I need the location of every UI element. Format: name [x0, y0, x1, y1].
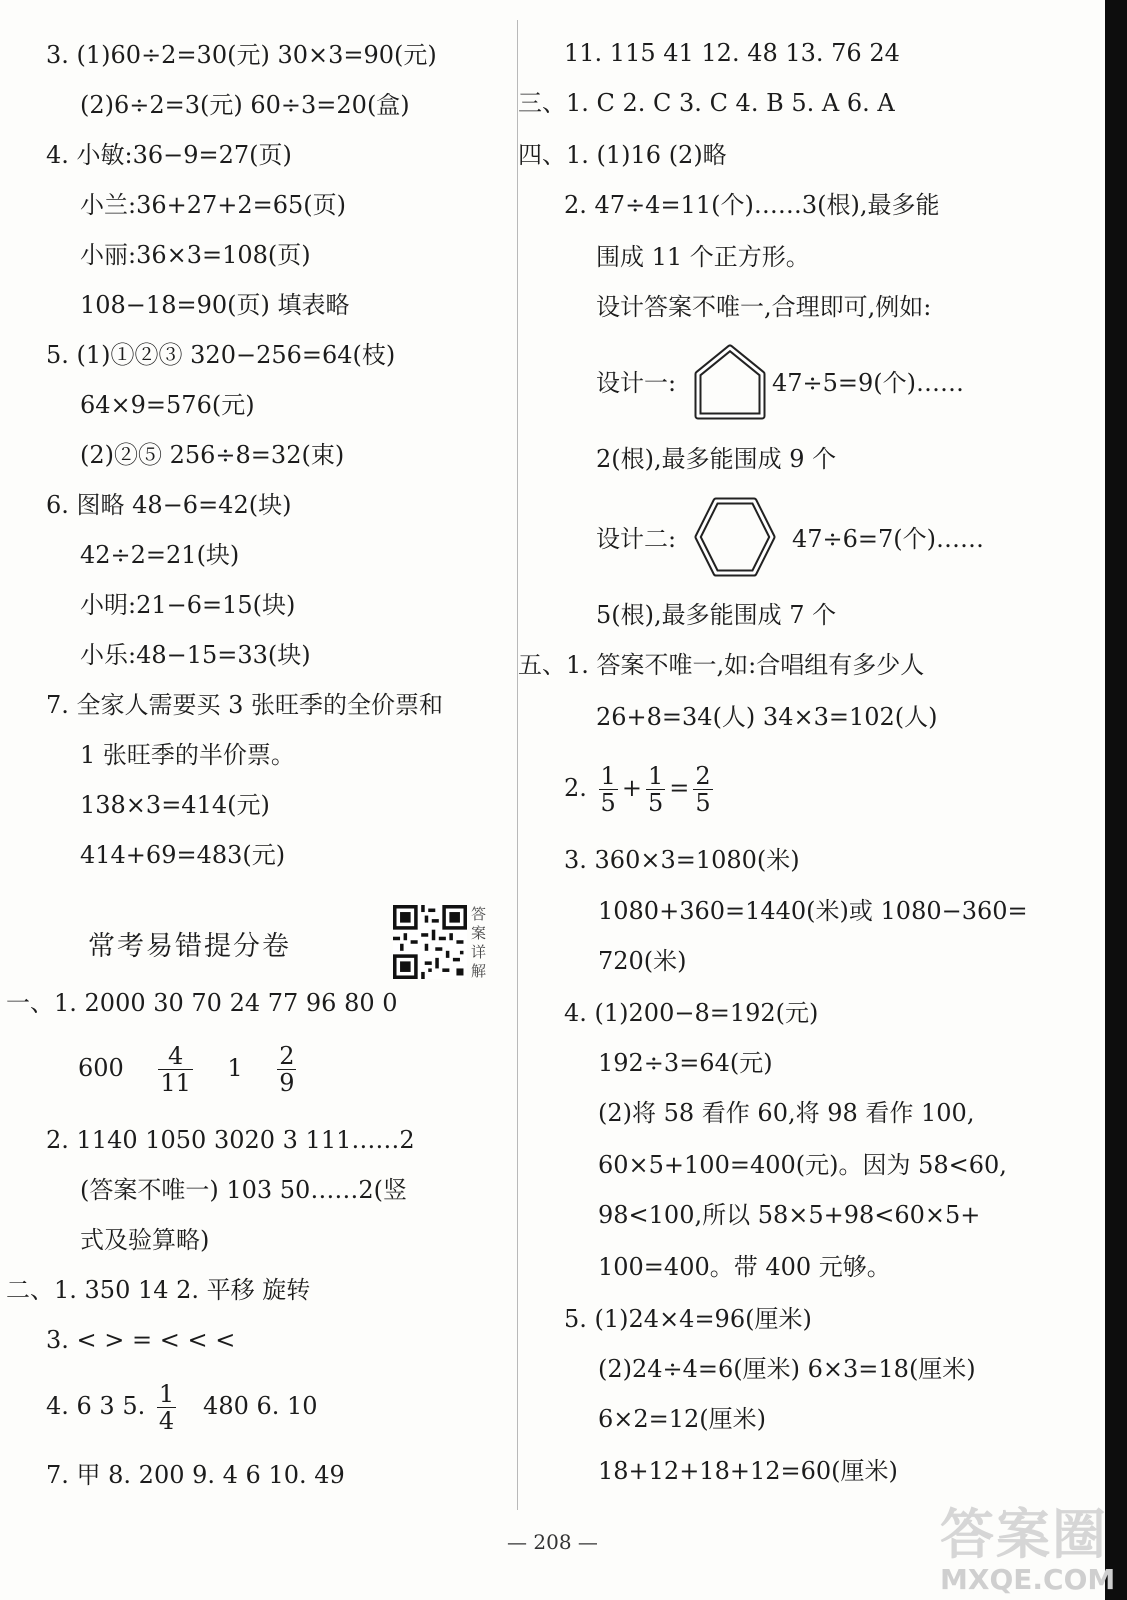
- answer-value: 1: [227, 1054, 243, 1082]
- numerator: 1: [600, 762, 616, 790]
- answer-value: 480 6. 10: [203, 1392, 318, 1420]
- answer-line: 138×3=414(元): [80, 791, 270, 819]
- answer-line: 11. 115 41 12. 48 13. 76 24: [564, 39, 900, 67]
- fraction: [693, 763, 712, 816]
- denominator: 5: [695, 789, 711, 817]
- answer-line: 2. 47÷4=11(个)……3(根),最多能: [564, 191, 940, 219]
- answer-line: 98<100,所以 58×5+98<60×5+: [598, 1201, 981, 1229]
- qr-code-icon[interactable]: [393, 905, 467, 979]
- answer-line: 3. < > = < < <: [46, 1326, 236, 1354]
- answer-line: (2)24÷4=6(厘米) 6×3=18(厘米): [598, 1355, 976, 1383]
- answer-line: 2(根),最多能围成 9 个: [596, 445, 837, 473]
- answer-line: 100=400。带 400 元够。: [598, 1253, 891, 1281]
- section-title: 常考易错提分卷: [88, 931, 291, 962]
- answer-line: 47÷5=9(个)……: [772, 369, 965, 397]
- answer-line: 小乐:48−15=33(块): [80, 641, 311, 669]
- answer-line: 小兰:36+27+2=65(页): [80, 191, 347, 219]
- fraction: [646, 763, 665, 816]
- question-number: 2.: [564, 774, 587, 802]
- denominator: 5: [647, 789, 664, 817]
- answer-line: 64×9=576(元): [80, 391, 255, 419]
- answer-line: 1 张旺季的半价票。: [80, 741, 295, 769]
- page-number: — 208 —: [507, 1530, 598, 1554]
- answer-line: 720(米): [598, 947, 687, 975]
- numerator: 1: [647, 762, 664, 790]
- watermark-text: 答案圈: [940, 1503, 1108, 1566]
- answer-line: 二、1. 350 14 2. 平移 旋转: [6, 1276, 311, 1304]
- answer-line: 6. 图略 48−6=42(块): [46, 491, 292, 519]
- answer-line: 三、1. C 2. C 3. C 4. B 5. A 6. A: [518, 89, 895, 117]
- denominator: 9: [279, 1069, 295, 1097]
- answer-line: (2)6÷2=3(元) 60÷3=20(盒): [80, 91, 410, 119]
- answer-line: 6×2=12(厘米): [598, 1405, 767, 1433]
- answer-line: 60×5+100=400(元)。因为 58<60,: [598, 1151, 1007, 1179]
- answer-line: 5. (1)①②③ 320−256=64(枝): [46, 341, 396, 369]
- denominator: 11: [160, 1069, 191, 1097]
- answer-line: 式及验算略): [80, 1226, 210, 1254]
- fraction: [157, 1381, 176, 1434]
- hexagon-stick-figure: [692, 496, 778, 578]
- answer-line: 5(根),最多能围成 7 个: [596, 601, 837, 629]
- answer-line: 42÷2=21(块): [80, 541, 240, 569]
- answer-line: 四、1. (1)16 (2)略: [518, 141, 727, 169]
- answer-line: 3. (1)60÷2=30(元) 30×3=90(元): [46, 41, 437, 69]
- fraction: [599, 763, 618, 816]
- answer-line: 4. (1)200−8=192(元): [564, 999, 819, 1027]
- answer-line: 7. 甲 8. 200 9. 4 6 10. 49: [46, 1461, 345, 1489]
- answer-line: 2. 1140 1050 3020 3 111……2: [46, 1126, 415, 1154]
- answer-line: 414+69=483(元): [80, 841, 286, 869]
- answer-line-fractions: [46, 1380, 318, 1434]
- fraction: [277, 1043, 296, 1096]
- design-label: 设计二:: [596, 525, 677, 553]
- answer-line: 7. 全家人需要买 3 张旺季的全价票和: [46, 691, 444, 719]
- answer-line: 小丽:36×3=108(页): [80, 241, 311, 269]
- answer-line: 108−18=90(页) 填表略: [80, 291, 350, 319]
- answer-line: (答案不唯一) 103 50……2(竖: [80, 1176, 407, 1204]
- answer-line: 设计答案不唯一,合理即可,例如:: [596, 293, 932, 321]
- answer-line: 26+8=34(人) 34×3=102(人): [596, 703, 938, 731]
- answer-line: 4. 小敏:36−9=27(页): [46, 141, 292, 169]
- watermark-logo: [940, 1505, 1115, 1595]
- numerator: 1: [158, 1380, 175, 1408]
- column-divider: [517, 20, 518, 1510]
- watermark-url: MXQE.COM: [940, 1563, 1116, 1596]
- pentagon-stick-figure: [692, 344, 768, 420]
- denominator: 4: [158, 1407, 175, 1435]
- answer-line: 5. (1)24×4=96(厘米): [564, 1305, 812, 1333]
- answer-line: (2)将 58 看作 60,将 98 看作 100,: [598, 1099, 975, 1127]
- answer-line: 围成 11 个正方形。: [596, 243, 810, 271]
- numerator: 2: [695, 762, 711, 790]
- answer-line: 小明:21−6=15(块): [80, 591, 296, 619]
- answer-value: 600: [78, 1054, 124, 1082]
- answer-line: (2)②⑤ 256÷8=32(束): [80, 441, 345, 469]
- qr-caption: 答案详解: [471, 905, 487, 980]
- denominator: 5: [600, 789, 616, 817]
- answer-line: 192÷3=64(元): [598, 1049, 773, 1077]
- page-edge-shadow: [1105, 0, 1127, 1600]
- answer-value: 4. 6 3 5.: [46, 1392, 146, 1420]
- fraction: [158, 1043, 193, 1096]
- answer-line: 18+12+18+12=60(厘米): [598, 1457, 898, 1485]
- answer-line: 一、1. 2000 30 70 24 77 96 80 0: [6, 989, 398, 1017]
- numerator: 2: [279, 1042, 295, 1070]
- answer-line: 1080+360=1440(米)或 1080−360=: [598, 897, 1028, 925]
- answer-line: 3. 360×3=1080(米): [564, 846, 800, 874]
- answer-line-fractions: 2. $\frac{1}{5}$ + $\frac{1}{5}$ = $\frac{2}{5}$: [564, 762, 711, 817]
- answer-line: 47÷6=7(个)……: [792, 525, 985, 553]
- design-label: 设计一:: [596, 369, 677, 397]
- numerator: 4: [158, 1043, 193, 1070]
- answer-line: 五、1. 答案不唯一,如:合唱组有多少人: [518, 651, 925, 679]
- answer-line-fractions: [78, 1042, 300, 1096]
